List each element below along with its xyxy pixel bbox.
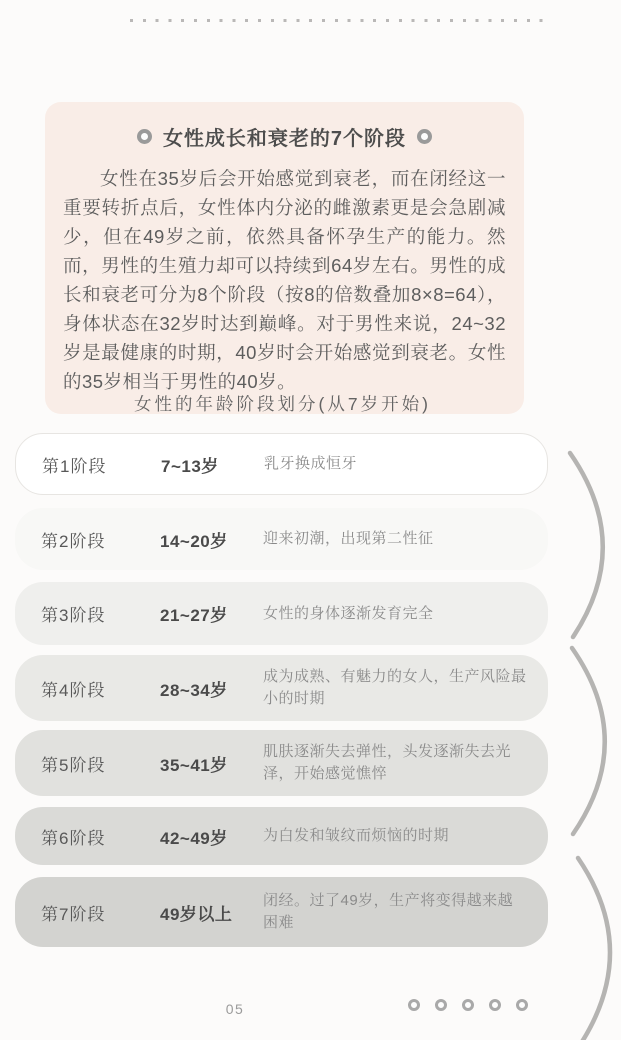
stage-description: 成为成熟、有魅力的女人，生产风险最小的时期 <box>263 668 527 707</box>
stage-label: 第3阶段 <box>41 606 106 625</box>
info-box-title-text: 女性成长和衰老的7个阶段 <box>162 128 407 150</box>
age-range: 42~49岁 <box>160 828 228 848</box>
stage-label: 第7阶段 <box>41 904 106 924</box>
info-box <box>45 102 524 414</box>
stage-label: 第6阶段 <box>41 828 106 848</box>
stage-label: 第4阶段 <box>41 680 106 700</box>
dotted-separator <box>130 19 548 22</box>
ring-icon <box>137 129 152 144</box>
stage-description: 闭经。过了49岁，生产将变得越来越困难 <box>263 892 514 931</box>
ring-icon <box>408 999 420 1011</box>
ring-icon <box>489 999 501 1011</box>
bracket-group-3-icon <box>578 858 610 1040</box>
stage-label: 第5阶段 <box>41 755 106 775</box>
table-row <box>15 807 548 865</box>
age-range: 7~13岁 <box>161 456 219 476</box>
bracket-group-2-icon <box>572 648 605 834</box>
stage-label: 第2阶段 <box>41 531 106 551</box>
age-range: 28~34岁 <box>160 680 228 700</box>
table-row <box>15 877 548 947</box>
table-row <box>15 730 548 796</box>
stage-description: 女性的身体逐渐发育完全 <box>263 604 434 622</box>
age-range: 14~20岁 <box>160 531 228 551</box>
age-range: 49岁以上 <box>160 904 233 924</box>
ring-icon <box>435 999 447 1011</box>
age-range: 35~41岁 <box>160 755 228 775</box>
table-row <box>15 508 548 570</box>
ring-icon <box>516 999 528 1011</box>
table-row <box>15 582 548 645</box>
bracket-group-1-icon <box>570 453 603 637</box>
table-row <box>15 655 548 721</box>
ring-icon <box>462 999 474 1011</box>
table-title: 女性的年龄阶段划分(从7岁开始) <box>134 394 431 414</box>
stage-table <box>15 433 548 947</box>
stage-label: 第1阶段 <box>42 456 107 476</box>
page-number: 05 <box>225 1001 245 1017</box>
table-row <box>15 433 548 495</box>
info-box-body: 女性在35岁后会开始感觉到衰老，而在闭经这一重要转折点后，女性体内分泌的雌激素更是会急剧减少，但在49岁之前，依然具备怀孕生产的能力。然而，男性的生殖力却可以持续到64岁左右。男性的成长和衰老可分为8个阶段（按8的倍数叠加8×8=64），身体状态在32岁时达到巅峰。对于男性来说，24~32岁是最健康的时期，40岁时会开始感觉到衰老。女性的35岁相当于男性的40岁。 <box>63 168 506 392</box>
stage-description: 乳牙换成恒牙 <box>264 455 358 472</box>
info-box-title <box>63 122 506 151</box>
pagination-dots <box>408 999 528 1011</box>
stage-description: 为白发和皱纹而烦恼的时期 <box>263 827 450 844</box>
ring-icon <box>417 129 432 144</box>
stage-description: 迎来初潮，出现第二性征 <box>263 530 434 547</box>
age-range: 21~27岁 <box>160 606 228 625</box>
stage-description: 肌肤逐渐失去弹性，头发逐渐失去光泽，开始感觉憔悴 <box>263 743 512 782</box>
